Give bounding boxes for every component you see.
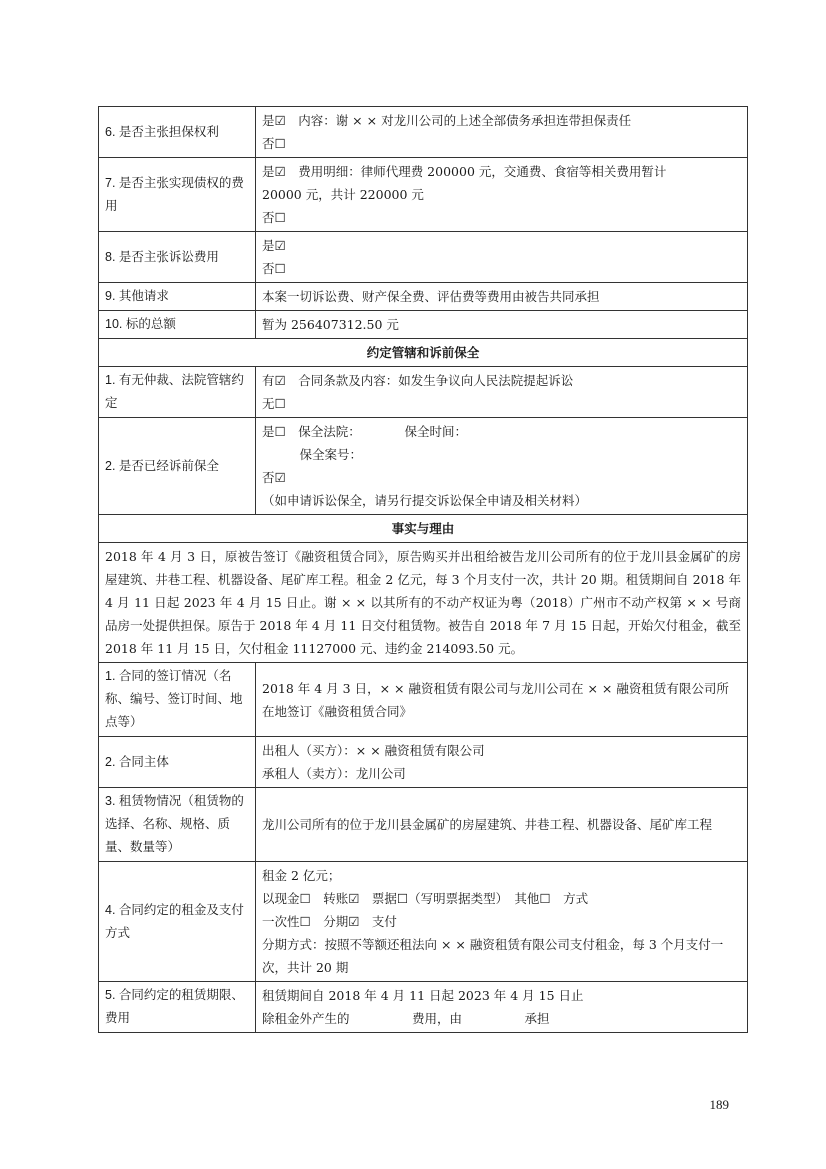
value-line: 承租人（卖方）：龙川公司: [262, 766, 406, 781]
value-line: 龙川公司所有的位于龙川县金属矿的房屋建筑、井巷工程、机器设备、尾矿库工程: [262, 817, 713, 832]
value-line: 以现金☐ 转账☑ 票据☐（写明票据类型） 其他☐ 方式: [262, 891, 589, 906]
form-row: [99, 311, 748, 339]
form-row: [99, 862, 748, 982]
row-label: 1. 合同的签订情况（名称、编号、签订时间、地点等）: [99, 663, 256, 737]
row-value: [256, 107, 748, 158]
row-label: 9. 其他请求: [99, 283, 256, 311]
form-row: [99, 663, 748, 737]
row-label: 1. 有无仲裁、法院管辖约定: [99, 367, 256, 418]
value-line: 租赁期间自 2018 年 4 月 11 日起 2023 年 4 月 15 日止: [262, 988, 584, 1003]
form-row: [99, 283, 748, 311]
form-row: [99, 232, 748, 283]
row-label: 5. 合同约定的租赁期限、费用: [99, 982, 256, 1033]
value-line: 有☑ 合同条款及内容：如发生争议向人民法院提起诉讼: [262, 373, 574, 388]
row-value: [256, 311, 748, 339]
value-line: 分期方式：按照不等额还租法向 × × 融资租赁有限公司支付租金，每 3 个月支付一次，共计 20 期: [262, 937, 724, 975]
section-title-facts: 事实与理由: [99, 515, 748, 543]
page-number: 189: [709, 1097, 729, 1112]
row-value: [256, 367, 748, 418]
value-line: 是☑: [262, 238, 286, 253]
row-label: 6. 是否主张担保权利: [99, 107, 256, 158]
row-label: 2. 是否已经诉前保全: [99, 418, 256, 515]
form-row: [99, 737, 748, 788]
form-row: [99, 982, 748, 1033]
value-line: 无☐: [262, 396, 286, 411]
value-line: 否☑: [262, 470, 286, 485]
row-label: 2. 合同主体: [99, 737, 256, 788]
form-row: [99, 418, 748, 515]
value-line: 2018 年 4 月 3 日，× × 融资租赁有限公司与龙川公司在 × × 融资租赁有限公司所在地签订《融资租赁合同》: [262, 680, 729, 719]
form-row: [99, 107, 748, 158]
row-label: 8. 是否主张诉讼费用: [99, 232, 256, 283]
value-line: 是☑ 费用明细：律师代理费 200000 元，交通费、食宿等相关费用暂计: [262, 164, 667, 179]
value-line: 否☐: [262, 136, 286, 151]
value-line: 一次性☐ 分期☑ 支付: [262, 914, 397, 929]
row-label: 10. 标的总额: [99, 311, 256, 339]
value-line: 20000 元，共计 220000 元: [262, 187, 424, 202]
row-label: 7. 是否主张实现债权的费用: [99, 158, 256, 232]
value-line: 出租人（买方）：× × 融资租赁有限公司: [262, 743, 485, 758]
section-title-facts-row: [99, 515, 748, 543]
row-value: [256, 737, 748, 788]
value-line: 是☑ 内容：谢 × × 对龙川公司的上述全部债务承担连带担保责任: [262, 113, 632, 128]
value-line: （如申请诉讼保全，请另行提交诉讼保全申请及相关材料）: [262, 493, 588, 508]
form-row: [99, 788, 748, 862]
form-row: [99, 367, 748, 418]
value-line: 暂为 256407312.50 元: [262, 317, 399, 332]
value-line: 是☐ 保全法院： 保全时间：: [262, 424, 467, 439]
row-value: [256, 663, 748, 737]
complaint-form-table: [98, 106, 748, 1033]
row-value: [256, 982, 748, 1033]
facts-paragraph-row: [99, 543, 748, 663]
row-value: [256, 232, 748, 283]
value-line: 否☐: [262, 261, 286, 276]
section-title-jurisdiction-row: [99, 339, 748, 367]
form-row: [99, 158, 748, 232]
value-line: 本案一切诉讼费、财产保全费、评估费等费用由被告共同承担: [262, 289, 600, 304]
value-line: 除租金外产生的 费用，由 承担: [262, 1011, 550, 1026]
value-line: 租金 2 亿元；: [262, 868, 341, 883]
row-value: [256, 862, 748, 982]
facts-paragraph: 2018 年 4 月 3 日，原被告签订《融资租赁合同》，原告购买并出租给被告龙川公司所有的位于龙川县金属矿的房屋建筑、井巷工程、机器设备、尾矿库工程。租金 2 亿元，每 3 个月支付一次，共计 20 期。租赁期间自 2018 年 4 月 11 日起 2023 年 4 月 15 日止。谢 × × 以其所有的不动产权证为粤（2018）广州市不动产权第 × × 号商品房一处提供担保。原告于 2018 年 4 月 11 日交付租赁物。被告自 2018 年 7 月 15 日起，开始欠付租金，截至 2018 年 11 月 15 日，欠付租金 11127000 元、违约金 214093.50 元。: [99, 543, 748, 663]
row-label: 3. 租赁物情况（租赁物的选择、名称、规格、质量、数量等）: [99, 788, 256, 862]
section-title-jurisdiction: 约定管辖和诉前保全: [99, 339, 748, 367]
value-line: 保全案号：: [262, 447, 363, 462]
value-line: 否☐: [262, 210, 286, 225]
row-value: [256, 788, 748, 862]
row-value: [256, 283, 748, 311]
row-label: 4. 合同约定的租金及支付方式: [99, 862, 256, 982]
row-value: [256, 418, 748, 515]
row-value: [256, 158, 748, 232]
